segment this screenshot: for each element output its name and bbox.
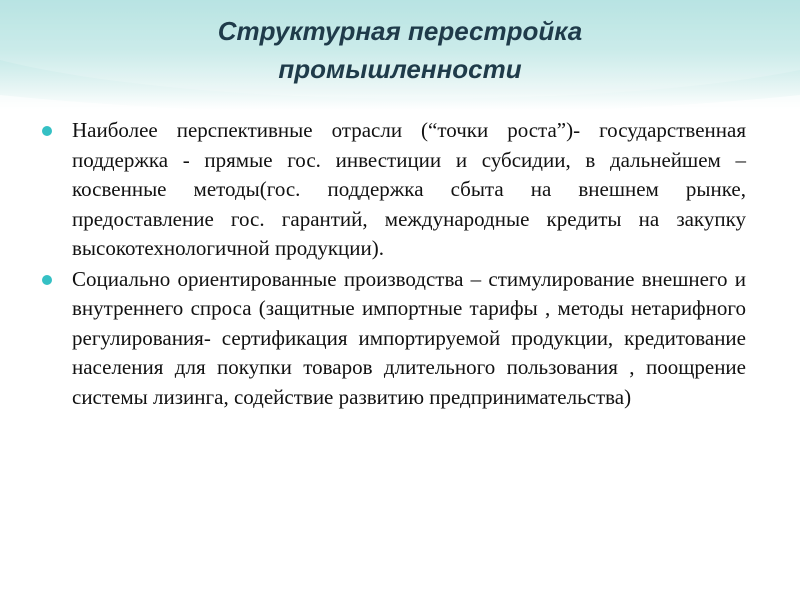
bullet-text: Наиболее перспективные отрасли (“точки роста”)- государственная поддержка - прямые гос. инвестиции и субсидии, в дальнейшем – косвенные методы(гос. поддержка сбыта на внешнем рынке, предоставление гос. гарантий, международные кредиты на закупку высокотехнологичной продукции). bbox=[72, 118, 746, 260]
bullet-list bbox=[40, 116, 746, 413]
bullet-item bbox=[40, 265, 746, 413]
slide-title bbox=[0, 12, 800, 88]
bullet-dot-icon bbox=[42, 126, 52, 136]
bullet-text: Социально ориентированные производства – стимулирование внешнего и внутреннего спроса (защитные импортные тарифы , методы нетарифного регулирования- сертификация импортируемой продукции, кредитование населения для покупки товаров длительного пользования , поощрение системы лизинга, содействие развитию предпринимательства) bbox=[72, 266, 746, 409]
bullet-dot-icon bbox=[42, 275, 52, 285]
slide-title-line-2: промышленности bbox=[278, 54, 522, 84]
bullet-item bbox=[40, 116, 746, 264]
slide-title-line-1: Структурная перестройка bbox=[217, 16, 583, 46]
